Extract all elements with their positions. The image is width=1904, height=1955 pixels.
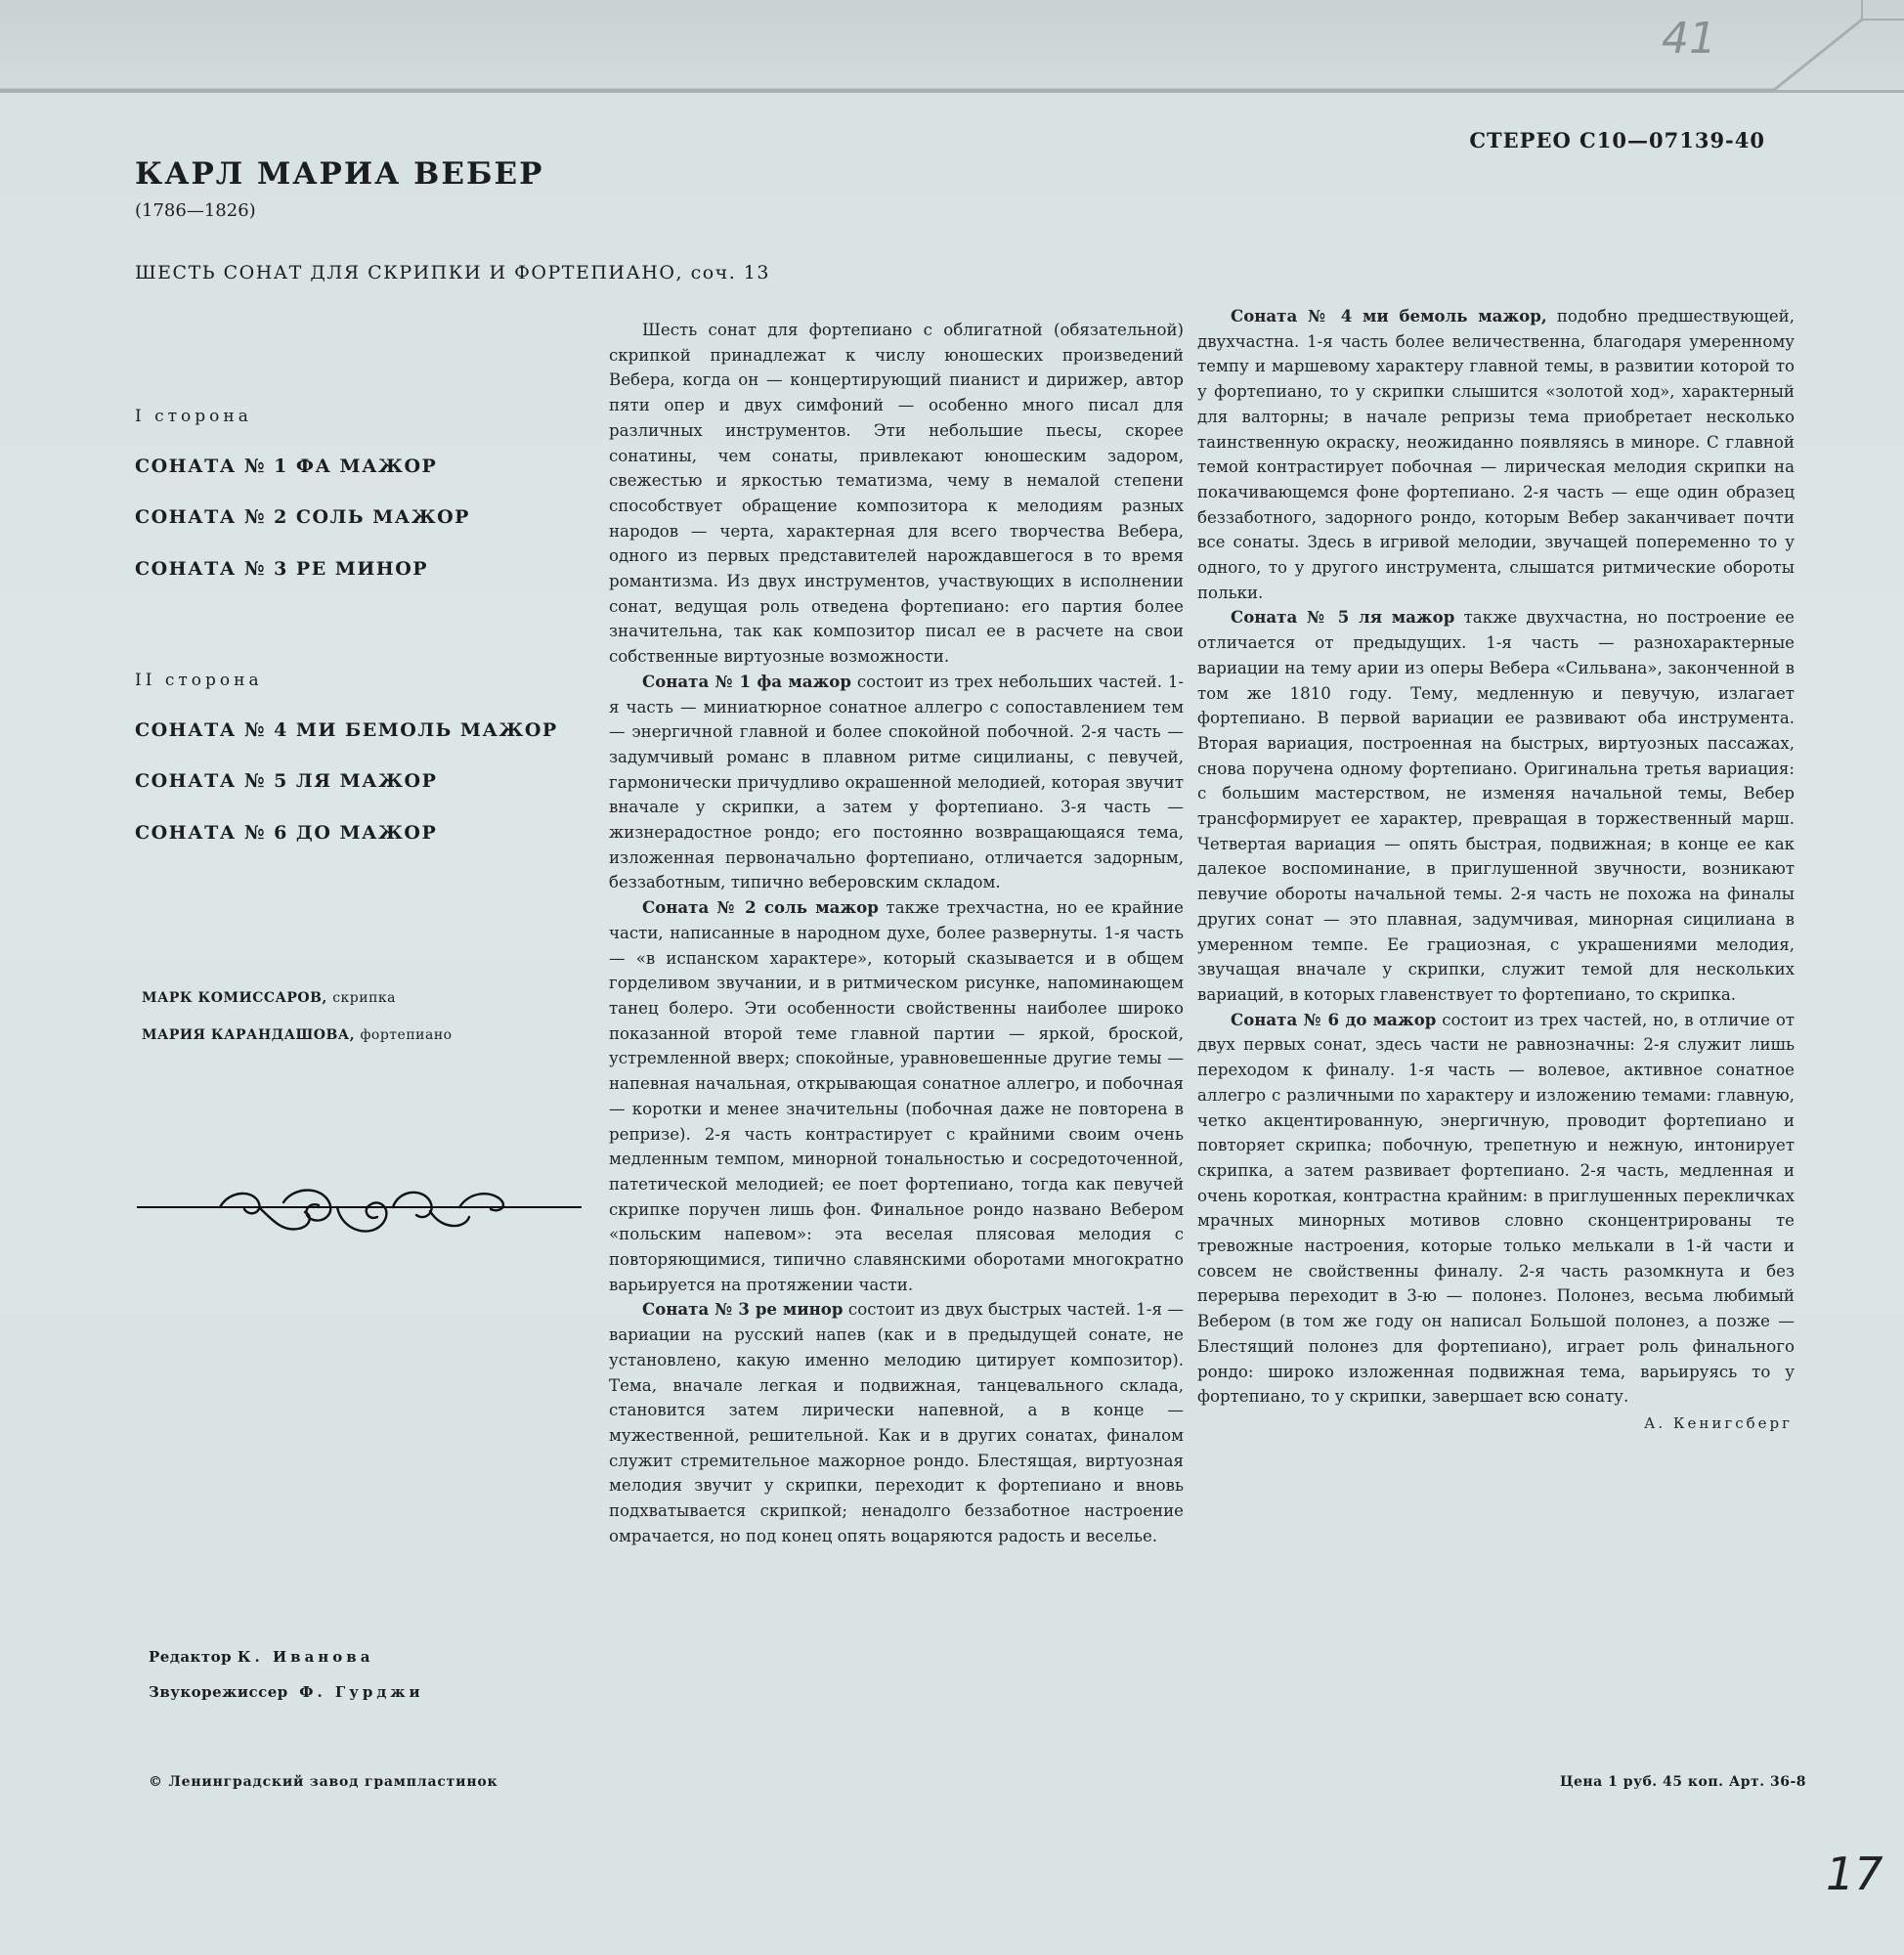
- side-1-heading: I сторона: [135, 407, 252, 426]
- publisher-line: © Ленинградский завод грампластинок: [149, 1774, 498, 1790]
- side-2-track-3: СОНАТА № 6 ДО МАЖОР: [135, 822, 438, 844]
- sonata-4-paragraph: [1197, 304, 1795, 605]
- decorative-ornament: [137, 1178, 582, 1246]
- handwritten-number-bottom: 17: [1826, 1847, 1883, 1900]
- editor-label: Редактор: [149, 1648, 233, 1666]
- sonata-3-text: состоит из двух быстрых частей. 1-я — вариации на русский напев (как и в предыдущей сонате, не установлено, какую именно мелодию цитирует композитор). Тема, вначале легкая и подвижная, танцевального склада, становится затем лирически напевной, а в конце — мужественной, решительной. Как и в других сонатах, финалом служит стремительное мажорное рондо. Блестящая, виртуозная мелодия звучит у скрипки, переходит к фортепиано и вновь подхватывается скрипкой; ненадолго беззаботное настроение омрачается, но под конец опять воцаряются радость и веселье.: [609, 1300, 1184, 1545]
- intro-paragraph: Шесть сонат для фортепиано с облигатной (обязательной) скрипкой принадлежат к числу юношеских произведений Вебера, когда он — концертирующий пианист и дирижер, автор пяти опер и двух симфоний — особенно много писал для различных инструментов. Эти небольшие пьесы, скорее сонатины, чем сонаты, привлекают юношеским задором, свежестью и яркостью тематизма, чему в немалой степени способствует обращение композитора к мелодиям разных народов — черта, характерная для всего творчества Вебера, одного из первых представителей нарождавшегося в то время романтизма. Из двух инструментов, участвующих в исполнении сонат, ведущая роль отведена фортепиано: его партия более значительна, так как композитор писал ее в расчете на свои собственные виртуозные возможности.: [609, 321, 1184, 667]
- sonata-2-title: Соната № 2 соль мажор: [642, 897, 879, 918]
- sonata-5-title: Соната № 5 ля мажор: [1231, 607, 1455, 628]
- sonata-1-title: Соната № 1 фа мажор: [642, 671, 851, 691]
- performer-name: МАРИЯ КАРАНДАШОВА,: [142, 1027, 356, 1043]
- sonata-6-paragraph: [1197, 1008, 1795, 1410]
- sonata-1-text: состоит из трех небольших частей. 1-я часть — миниатюрное сонатное аллегро с сопоставлением тем — энергичной главной и более спокойной побочной. 2-я часть — задумчивый романс в плавном ритме сицилианы, с певучей, гармонически причудливо окрашенной мелодией, которая звучит вначале у скрипки, а затем у фортепиано. 3-я часть — жизнерадостное рондо; его постоянно возвращающаяся тема, изложенная первоначально фортепиано, отличается задорным, беззаботным, типично веберовским складом.: [609, 672, 1184, 892]
- performer-piano: [142, 1027, 453, 1043]
- sonata-4-title: Соната № 4 ми бемоль мажор,: [1231, 306, 1547, 326]
- sonata-6-title: Соната № 6 до мажор: [1231, 1009, 1437, 1029]
- sonata-4-text: подобно предшествующей, двухчастна. 1-я часть более величественна, благодаря умеренному темпу и маршевому характеру главной темы, в развитии которой то у фортепиано, то у скрипки слышится «золотой ход», характерный для валторны; в начале репризы тема приобретает несколько таинственную окраску, неожиданно появляясь в миноре. С главной темой контрастирует побочная — лирическая мелодия скрипки на покачивающемся фоне фортепиано. 2-я часть — еще один образец беззаботного, задорного рондо, которым Вебер заканчивает почти все сонаты. Здесь в игривой мелодии, звучащей попеременно то у одного, то у другого инструмента, слышатся ритмические обороты польки.: [1197, 307, 1795, 602]
- editor-credit: [149, 1648, 373, 1666]
- sonata-2-paragraph: [609, 895, 1184, 1297]
- editor-name: К. Иванова: [237, 1648, 374, 1666]
- sonata-5-paragraph: [1197, 605, 1795, 1007]
- side-1-track-2: СОНАТА № 2 СОЛЬ МАЖОР: [135, 506, 470, 528]
- liner-notes-column-2: [1197, 304, 1795, 1437]
- engineer-name: Ф. Гурджи: [299, 1683, 424, 1701]
- sonata-1-paragraph: [609, 670, 1184, 895]
- sonata-2-text: также трехчастна, но ее крайние части, написанные в народном духе, более развернуты. 1-я часть — «в испанском характере», который сказывается и в общем горделивом звучании, и в ритмическом рисунке, напоминающем танец болеро. Эти особенности свойственны наиболее широко показанной второй теме главной партии — яркой, броской, устремленной вверх; спокойные, уравновешенные другие темы — напевная начальная, открывающая сонатное аллегро, и побочная — коротки и менее значительны (побочная даже не повторена в репризе). 2-я часть контрастирует с крайними своим очень медленным темпом, минорной тональностью и сосредоточенной, патетической мелодией; ее поет фортепиано, тогда как певучей скрипке поручен лишь фон. Финальное рондо названо Вебером «польским напевом»: эта веселая плясовая мелодия с повторяющимися, типично славянскими оборотами многократно варьируется на протяжении части.: [609, 898, 1185, 1294]
- composer-name: КАРЛ МАРИА ВЕБЕР: [135, 156, 544, 192]
- side-2-heading: II сторона: [135, 671, 263, 690]
- handwritten-number-top: 41: [1662, 14, 1716, 64]
- sonata-3-title: Соната № 3 ре минор: [642, 1299, 844, 1320]
- performer-violin: [142, 990, 396, 1006]
- side-1-track-3: СОНАТА № 3 РЕ МИНОР: [135, 558, 429, 580]
- composer-dates: (1786—1826): [135, 200, 256, 221]
- side-2-track-2: СОНАТА № 5 ЛЯ МАЖОР: [135, 770, 438, 792]
- engineer-label: Звукорежиссер: [149, 1683, 288, 1701]
- performer-name: МАРК КОМИССАРОВ,: [142, 990, 327, 1006]
- engineer-credit: [149, 1683, 424, 1701]
- sonata-5-text: также двухчастна, но построение ее отличается от предыдущих. 1-я часть — разнохарактерные вариации на тему арии из оперы Вебера «Сильвана», законченной в том же 1810 году. Тему, медленную и певучую, излагает фортепиано. В первой вариации ее развивают оба инструмента. Вторая вариация, построенная на быстрых, виртуозных пассажах, снова поручена одному фортепиано. Оригинальна третья вариация: с большим мастерством, не изменяя начальной темы, Вебер трансформирует ее характер, превращая в торжественный марш. Четвертая вариация — опять быстрая, подвижная; в конце ее как далекое воспоминание, в приглушенной звучности, возникают певучие обороты начальной темы. 2-я часть не похожа на финалы других сонат — это плавная, задумчивая, минорная сицилиана в умеренном темпе. Ее грациозная, с украшениями мелодия, звучащая вначале у скрипки, служит темой для нескольких вариаций, в которых главенствует то фортепиано, то скрипка.: [1197, 608, 1796, 1004]
- sonata-3-paragraph: [609, 1297, 1184, 1548]
- side-2-track-1: СОНАТА № 4 МИ БЕМОЛЬ МАЖОР: [135, 719, 558, 741]
- side-1-track-1: СОНАТА № 1 ФА МАЖОР: [135, 456, 438, 477]
- price-line: Цена 1 руб. 45 коп. Арт. 36-8: [1559, 1774, 1806, 1790]
- work-title: ШЕСТЬ СОНАТ ДЛЯ СКРИПКИ И ФОРТЕПИАНО, соч. 13: [135, 262, 770, 283]
- fold-lines: [0, 0, 1904, 108]
- sonata-6-text: состоит из трех частей, но, в отличие от двух первых сонат, здесь части не равнозначны: 2-я служит лишь переходом к финалу. 1-я часть — волевое, активное сонатное аллегро с различными по характеру и изложению темами: главную, четко акцентированную, энергичную, проводит фортепиано и повторяет скрипка; побочную, трепетную и нежную, интонирует скрипка, а затем развивает фортепиано. 2-я часть, медленная и очень короткая, контрастна крайним: в приглушенных перекличках мрачных минорных мотивов словно сконцентрированы те тревожные настроения, которые только мелькали в 1-й части и совсем не свойственны финалу. 2-я часть разомкнута и без перерыва переходит в 3-ю — полонез. Полонез, весьма любимый Вебером (в том же году он написал Большой полонез, а позже — Блестящий полонез для фортепиано), играет роль финального рондо: широко изложенная подвижная тема, варьируясь то у фортепиано, то у скрипки, завершает всю сонату.: [1197, 1010, 1796, 1407]
- catalog-number: СТЕРЕО С10—07139-40: [1469, 128, 1765, 152]
- article-author: А. Кенигсберг: [1643, 1413, 1793, 1432]
- liner-notes-column-1: [609, 318, 1184, 1548]
- performer-role: фортепиано: [360, 1027, 453, 1043]
- performer-role: скрипка: [332, 990, 396, 1006]
